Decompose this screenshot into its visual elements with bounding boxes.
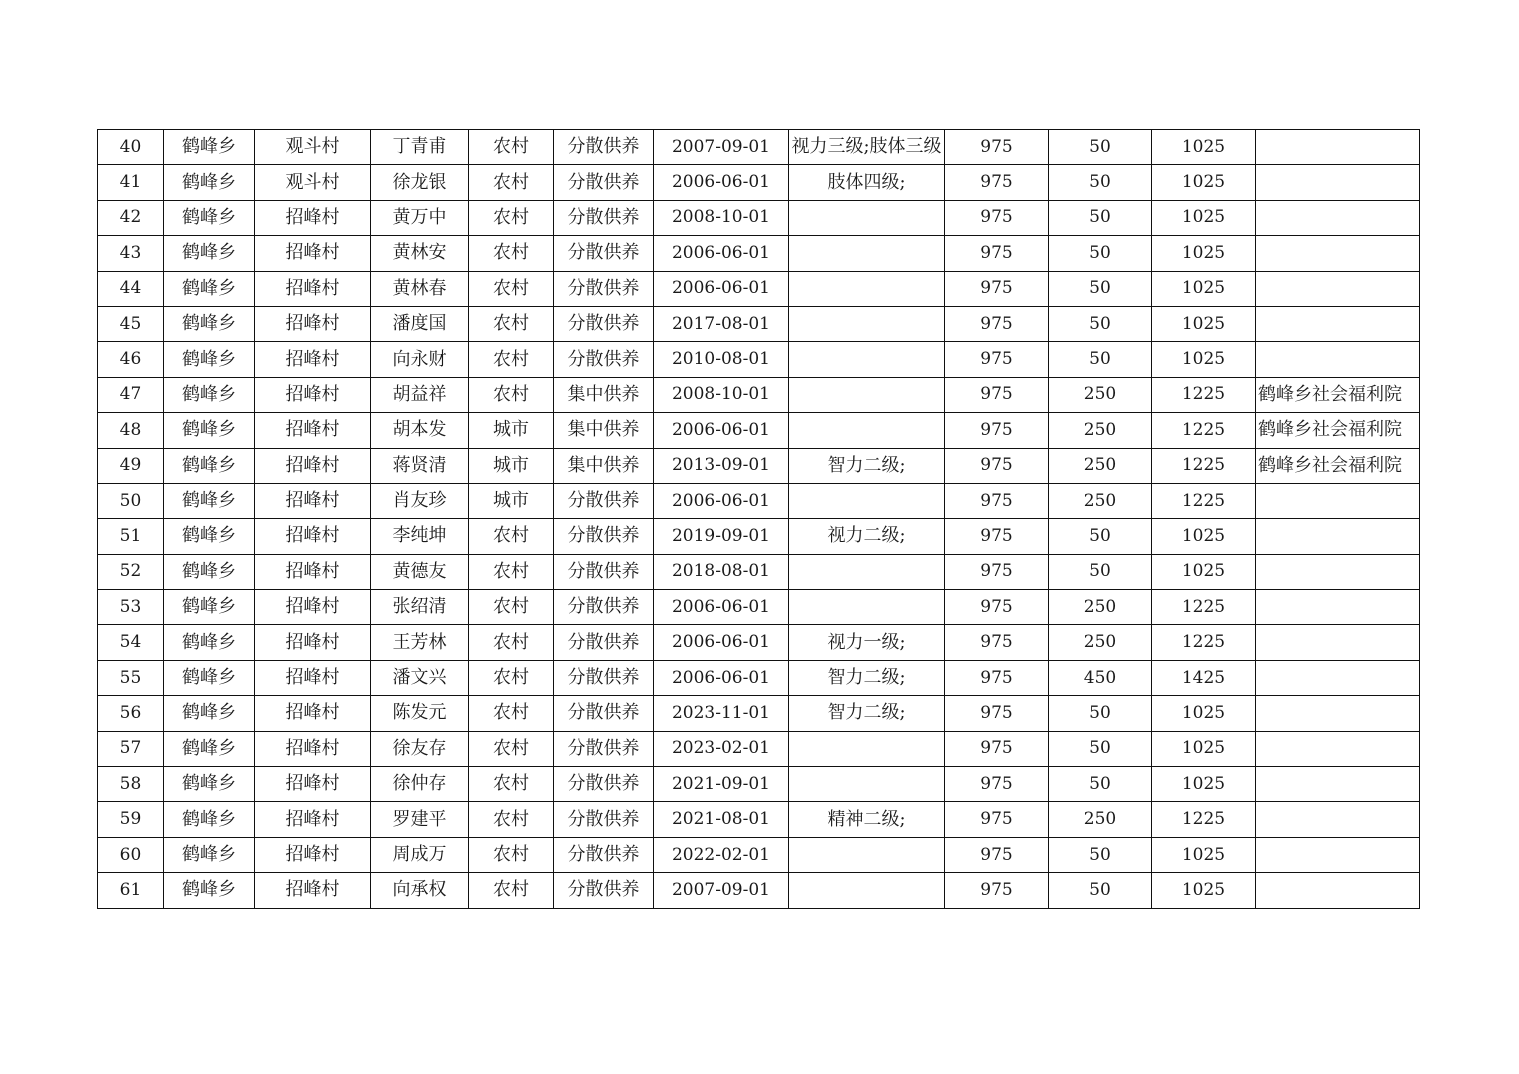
household-type-cell: 农村 xyxy=(469,306,554,341)
household-type-cell: 农村 xyxy=(469,236,554,271)
table-row xyxy=(98,554,1420,589)
name-cell: 向永财 xyxy=(371,342,469,377)
basic-amount-cell: 975 xyxy=(945,165,1049,200)
household-type-cell: 城市 xyxy=(469,413,554,448)
name-cell: 徐友存 xyxy=(371,731,469,766)
basic-amount-cell: 975 xyxy=(945,448,1049,483)
township-cell: 鹤峰乡 xyxy=(164,342,255,377)
basic-amount-cell: 975 xyxy=(945,554,1049,589)
institution-cell xyxy=(1256,660,1420,695)
basic-amount-cell: 975 xyxy=(945,696,1049,731)
village-cell: 招峰村 xyxy=(255,590,371,625)
support-type-cell: 分散供养 xyxy=(554,342,654,377)
household-type-cell: 农村 xyxy=(469,660,554,695)
start-date-cell: 2022-02-01 xyxy=(654,837,789,872)
household-type-cell: 城市 xyxy=(469,483,554,518)
basic-amount-cell: 975 xyxy=(945,130,1049,165)
serial-number-cell: 57 xyxy=(98,731,164,766)
township-cell: 鹤峰乡 xyxy=(164,448,255,483)
village-cell: 招峰村 xyxy=(255,236,371,271)
township-cell: 鹤峰乡 xyxy=(164,554,255,589)
total-amount-cell: 1025 xyxy=(1152,236,1256,271)
township-cell: 鹤峰乡 xyxy=(164,625,255,660)
support-type-cell: 集中供养 xyxy=(554,377,654,412)
household-type-cell: 农村 xyxy=(469,200,554,235)
household-type-cell: 农村 xyxy=(469,271,554,306)
support-type-cell: 分散供养 xyxy=(554,236,654,271)
disability-cell xyxy=(789,271,945,306)
institution-cell xyxy=(1256,519,1420,554)
township-cell: 鹤峰乡 xyxy=(164,483,255,518)
support-type-cell: 分散供养 xyxy=(554,837,654,872)
subsidy-amount-cell: 50 xyxy=(1049,554,1152,589)
start-date-cell: 2010-08-01 xyxy=(654,342,789,377)
disability-cell: 视力二级; xyxy=(789,519,945,554)
name-cell: 黄林安 xyxy=(371,236,469,271)
serial-number-cell: 47 xyxy=(98,377,164,412)
subsidy-amount-cell: 250 xyxy=(1049,413,1152,448)
name-cell: 张绍清 xyxy=(371,590,469,625)
household-type-cell: 城市 xyxy=(469,448,554,483)
household-type-cell: 农村 xyxy=(469,731,554,766)
basic-amount-cell: 975 xyxy=(945,200,1049,235)
disability-cell xyxy=(789,767,945,802)
serial-number-cell: 43 xyxy=(98,236,164,271)
institution-cell xyxy=(1256,590,1420,625)
start-date-cell: 2006-06-01 xyxy=(654,413,789,448)
support-type-cell: 分散供养 xyxy=(554,802,654,837)
table-row xyxy=(98,873,1420,908)
household-type-cell: 农村 xyxy=(469,625,554,660)
table-row xyxy=(98,413,1420,448)
disability-cell xyxy=(789,873,945,908)
township-cell: 鹤峰乡 xyxy=(164,200,255,235)
name-cell: 胡益祥 xyxy=(371,377,469,412)
serial-number-cell: 60 xyxy=(98,837,164,872)
township-cell: 鹤峰乡 xyxy=(164,377,255,412)
table-body xyxy=(98,130,1420,909)
household-type-cell: 农村 xyxy=(469,590,554,625)
serial-number-cell: 46 xyxy=(98,342,164,377)
institution-cell xyxy=(1256,271,1420,306)
serial-number-cell: 42 xyxy=(98,200,164,235)
total-amount-cell: 1225 xyxy=(1152,413,1256,448)
name-cell: 陈发元 xyxy=(371,696,469,731)
support-type-cell: 分散供养 xyxy=(554,660,654,695)
name-cell: 蒋贤清 xyxy=(371,448,469,483)
data-table xyxy=(97,129,1420,909)
support-type-cell: 分散供养 xyxy=(554,483,654,518)
village-cell: 招峰村 xyxy=(255,802,371,837)
disability-cell xyxy=(789,731,945,766)
village-cell: 招峰村 xyxy=(255,873,371,908)
table-row xyxy=(98,696,1420,731)
subsidy-amount-cell: 250 xyxy=(1049,377,1152,412)
disability-cell xyxy=(789,554,945,589)
township-cell: 鹤峰乡 xyxy=(164,130,255,165)
subsidy-amount-cell: 50 xyxy=(1049,165,1152,200)
subsidy-amount-cell: 50 xyxy=(1049,236,1152,271)
start-date-cell: 2013-09-01 xyxy=(654,448,789,483)
disability-cell xyxy=(789,377,945,412)
support-type-cell: 分散供养 xyxy=(554,625,654,660)
village-cell: 招峰村 xyxy=(255,660,371,695)
village-cell: 招峰村 xyxy=(255,377,371,412)
start-date-cell: 2023-02-01 xyxy=(654,731,789,766)
institution-cell xyxy=(1256,483,1420,518)
disability-cell xyxy=(789,200,945,235)
disability-cell xyxy=(789,590,945,625)
subsidy-amount-cell: 50 xyxy=(1049,342,1152,377)
institution-cell: 鹤峰乡社会福利院 xyxy=(1256,413,1420,448)
basic-amount-cell: 975 xyxy=(945,271,1049,306)
disability-cell: 视力三级;肢体三级 xyxy=(789,130,945,165)
township-cell: 鹤峰乡 xyxy=(164,873,255,908)
total-amount-cell: 1225 xyxy=(1152,802,1256,837)
start-date-cell: 2006-06-01 xyxy=(654,660,789,695)
village-cell: 观斗村 xyxy=(255,165,371,200)
serial-number-cell: 41 xyxy=(98,165,164,200)
total-amount-cell: 1225 xyxy=(1152,590,1256,625)
township-cell: 鹤峰乡 xyxy=(164,590,255,625)
subsidy-amount-cell: 50 xyxy=(1049,696,1152,731)
subsidy-amount-cell: 50 xyxy=(1049,271,1152,306)
basic-amount-cell: 975 xyxy=(945,767,1049,802)
household-type-cell: 农村 xyxy=(469,696,554,731)
basic-amount-cell: 975 xyxy=(945,342,1049,377)
support-type-cell: 分散供养 xyxy=(554,165,654,200)
village-cell: 招峰村 xyxy=(255,306,371,341)
basic-amount-cell: 975 xyxy=(945,837,1049,872)
total-amount-cell: 1025 xyxy=(1152,873,1256,908)
household-type-cell: 农村 xyxy=(469,554,554,589)
total-amount-cell: 1225 xyxy=(1152,625,1256,660)
household-type-cell: 农村 xyxy=(469,767,554,802)
table-row xyxy=(98,660,1420,695)
disability-cell: 视力一级; xyxy=(789,625,945,660)
village-cell: 招峰村 xyxy=(255,342,371,377)
support-type-cell: 分散供养 xyxy=(554,130,654,165)
support-type-cell: 分散供养 xyxy=(554,554,654,589)
table-row xyxy=(98,802,1420,837)
institution-cell xyxy=(1256,554,1420,589)
basic-amount-cell: 975 xyxy=(945,660,1049,695)
village-cell: 招峰村 xyxy=(255,483,371,518)
support-type-cell: 分散供养 xyxy=(554,873,654,908)
township-cell: 鹤峰乡 xyxy=(164,413,255,448)
serial-number-cell: 52 xyxy=(98,554,164,589)
institution-cell xyxy=(1256,200,1420,235)
village-cell: 招峰村 xyxy=(255,271,371,306)
subsidy-amount-cell: 50 xyxy=(1049,200,1152,235)
institution-cell xyxy=(1256,130,1420,165)
total-amount-cell: 1025 xyxy=(1152,519,1256,554)
township-cell: 鹤峰乡 xyxy=(164,165,255,200)
institution-cell xyxy=(1256,696,1420,731)
name-cell: 徐仲存 xyxy=(371,767,469,802)
household-type-cell: 农村 xyxy=(469,873,554,908)
serial-number-cell: 44 xyxy=(98,271,164,306)
household-type-cell: 农村 xyxy=(469,130,554,165)
disability-cell: 肢体四级; xyxy=(789,165,945,200)
name-cell: 向承权 xyxy=(371,873,469,908)
institution-cell xyxy=(1256,873,1420,908)
village-cell: 招峰村 xyxy=(255,448,371,483)
disability-cell: 智力二级; xyxy=(789,660,945,695)
basic-amount-cell: 975 xyxy=(945,802,1049,837)
institution-cell xyxy=(1256,767,1420,802)
total-amount-cell: 1025 xyxy=(1152,271,1256,306)
start-date-cell: 2008-10-01 xyxy=(654,200,789,235)
institution-cell xyxy=(1256,802,1420,837)
basic-amount-cell: 975 xyxy=(945,590,1049,625)
start-date-cell: 2006-06-01 xyxy=(654,271,789,306)
name-cell: 黄万中 xyxy=(371,200,469,235)
subsidy-amount-cell: 450 xyxy=(1049,660,1152,695)
township-cell: 鹤峰乡 xyxy=(164,696,255,731)
institution-cell: 鹤峰乡社会福利院 xyxy=(1256,377,1420,412)
start-date-cell: 2018-08-01 xyxy=(654,554,789,589)
total-amount-cell: 1025 xyxy=(1152,165,1256,200)
household-type-cell: 农村 xyxy=(469,837,554,872)
total-amount-cell: 1025 xyxy=(1152,130,1256,165)
name-cell: 徐龙银 xyxy=(371,165,469,200)
name-cell: 李纯坤 xyxy=(371,519,469,554)
subsidy-amount-cell: 50 xyxy=(1049,731,1152,766)
subsidy-amount-cell: 250 xyxy=(1049,625,1152,660)
disability-cell: 智力二级; xyxy=(789,696,945,731)
name-cell: 黄林春 xyxy=(371,271,469,306)
township-cell: 鹤峰乡 xyxy=(164,731,255,766)
support-type-cell: 分散供养 xyxy=(554,590,654,625)
support-type-cell: 分散供养 xyxy=(554,306,654,341)
start-date-cell: 2006-06-01 xyxy=(654,590,789,625)
township-cell: 鹤峰乡 xyxy=(164,660,255,695)
subsidy-amount-cell: 50 xyxy=(1049,767,1152,802)
serial-number-cell: 49 xyxy=(98,448,164,483)
serial-number-cell: 61 xyxy=(98,873,164,908)
subsidy-amount-cell: 250 xyxy=(1049,483,1152,518)
support-type-cell: 分散供养 xyxy=(554,271,654,306)
total-amount-cell: 1225 xyxy=(1152,483,1256,518)
serial-number-cell: 40 xyxy=(98,130,164,165)
name-cell: 胡本发 xyxy=(371,413,469,448)
serial-number-cell: 58 xyxy=(98,767,164,802)
village-cell: 招峰村 xyxy=(255,696,371,731)
table-row xyxy=(98,448,1420,483)
basic-amount-cell: 975 xyxy=(945,483,1049,518)
subsidy-amount-cell: 50 xyxy=(1049,519,1152,554)
basic-amount-cell: 975 xyxy=(945,873,1049,908)
institution-cell xyxy=(1256,731,1420,766)
basic-amount-cell: 975 xyxy=(945,519,1049,554)
disability-cell: 智力二级; xyxy=(789,448,945,483)
serial-number-cell: 48 xyxy=(98,413,164,448)
subsidy-amount-cell: 250 xyxy=(1049,590,1152,625)
support-type-cell: 分散供养 xyxy=(554,519,654,554)
institution-cell xyxy=(1256,306,1420,341)
support-type-cell: 分散供养 xyxy=(554,696,654,731)
total-amount-cell: 1025 xyxy=(1152,342,1256,377)
household-type-cell: 农村 xyxy=(469,342,554,377)
table-row xyxy=(98,483,1420,518)
table-row xyxy=(98,200,1420,235)
basic-amount-cell: 975 xyxy=(945,413,1049,448)
table-row xyxy=(98,130,1420,165)
name-cell: 潘度国 xyxy=(371,306,469,341)
basic-amount-cell: 975 xyxy=(945,731,1049,766)
township-cell: 鹤峰乡 xyxy=(164,271,255,306)
village-cell: 招峰村 xyxy=(255,837,371,872)
village-cell: 招峰村 xyxy=(255,625,371,660)
start-date-cell: 2006-06-01 xyxy=(654,483,789,518)
start-date-cell: 2008-10-01 xyxy=(654,377,789,412)
village-cell: 招峰村 xyxy=(255,731,371,766)
disability-cell xyxy=(789,837,945,872)
basic-amount-cell: 975 xyxy=(945,236,1049,271)
household-type-cell: 农村 xyxy=(469,802,554,837)
start-date-cell: 2021-09-01 xyxy=(654,767,789,802)
village-cell: 招峰村 xyxy=(255,519,371,554)
village-cell: 观斗村 xyxy=(255,130,371,165)
table-row xyxy=(98,342,1420,377)
total-amount-cell: 1025 xyxy=(1152,306,1256,341)
total-amount-cell: 1025 xyxy=(1152,767,1256,802)
start-date-cell: 2006-06-01 xyxy=(654,236,789,271)
institution-cell xyxy=(1256,837,1420,872)
name-cell: 潘文兴 xyxy=(371,660,469,695)
household-type-cell: 农村 xyxy=(469,165,554,200)
table-row xyxy=(98,590,1420,625)
township-cell: 鹤峰乡 xyxy=(164,767,255,802)
total-amount-cell: 1025 xyxy=(1152,554,1256,589)
name-cell: 王芳林 xyxy=(371,625,469,660)
table-row xyxy=(98,731,1420,766)
disability-cell xyxy=(789,483,945,518)
table-row xyxy=(98,837,1420,872)
name-cell: 黄德友 xyxy=(371,554,469,589)
table-row xyxy=(98,377,1420,412)
serial-number-cell: 51 xyxy=(98,519,164,554)
start-date-cell: 2017-08-01 xyxy=(654,306,789,341)
institution-cell xyxy=(1256,625,1420,660)
village-cell: 招峰村 xyxy=(255,554,371,589)
disability-cell xyxy=(789,306,945,341)
total-amount-cell: 1025 xyxy=(1152,731,1256,766)
institution-cell: 鹤峰乡社会福利院 xyxy=(1256,448,1420,483)
total-amount-cell: 1425 xyxy=(1152,660,1256,695)
start-date-cell: 2007-09-01 xyxy=(654,873,789,908)
name-cell: 周成万 xyxy=(371,837,469,872)
start-date-cell: 2006-06-01 xyxy=(654,625,789,660)
table-row xyxy=(98,767,1420,802)
disability-cell: 精神二级; xyxy=(789,802,945,837)
table-row xyxy=(98,519,1420,554)
township-cell: 鹤峰乡 xyxy=(164,519,255,554)
total-amount-cell: 1025 xyxy=(1152,837,1256,872)
basic-amount-cell: 975 xyxy=(945,377,1049,412)
basic-amount-cell: 975 xyxy=(945,625,1049,660)
serial-number-cell: 59 xyxy=(98,802,164,837)
table-row xyxy=(98,625,1420,660)
disability-cell xyxy=(789,342,945,377)
serial-number-cell: 53 xyxy=(98,590,164,625)
total-amount-cell: 1225 xyxy=(1152,448,1256,483)
village-cell: 招峰村 xyxy=(255,767,371,802)
table-row xyxy=(98,306,1420,341)
subsidy-amount-cell: 250 xyxy=(1049,802,1152,837)
township-cell: 鹤峰乡 xyxy=(164,306,255,341)
serial-number-cell: 50 xyxy=(98,483,164,518)
name-cell: 罗建平 xyxy=(371,802,469,837)
serial-number-cell: 55 xyxy=(98,660,164,695)
village-cell: 招峰村 xyxy=(255,200,371,235)
household-type-cell: 农村 xyxy=(469,519,554,554)
support-type-cell: 集中供养 xyxy=(554,413,654,448)
subsidy-amount-cell: 50 xyxy=(1049,837,1152,872)
support-type-cell: 分散供养 xyxy=(554,731,654,766)
start-date-cell: 2019-09-01 xyxy=(654,519,789,554)
village-cell: 招峰村 xyxy=(255,413,371,448)
support-type-cell: 集中供养 xyxy=(554,448,654,483)
start-date-cell: 2007-09-01 xyxy=(654,130,789,165)
household-type-cell: 农村 xyxy=(469,377,554,412)
disability-cell xyxy=(789,413,945,448)
table-row xyxy=(98,271,1420,306)
subsidy-amount-cell: 250 xyxy=(1049,448,1152,483)
serial-number-cell: 45 xyxy=(98,306,164,341)
total-amount-cell: 1025 xyxy=(1152,200,1256,235)
name-cell: 肖友珍 xyxy=(371,483,469,518)
disability-cell xyxy=(789,236,945,271)
serial-number-cell: 56 xyxy=(98,696,164,731)
serial-number-cell: 54 xyxy=(98,625,164,660)
table-row xyxy=(98,236,1420,271)
institution-cell xyxy=(1256,342,1420,377)
start-date-cell: 2021-08-01 xyxy=(654,802,789,837)
subsidy-amount-cell: 50 xyxy=(1049,130,1152,165)
start-date-cell: 2006-06-01 xyxy=(654,165,789,200)
institution-cell xyxy=(1256,165,1420,200)
township-cell: 鹤峰乡 xyxy=(164,837,255,872)
support-type-cell: 分散供养 xyxy=(554,767,654,802)
total-amount-cell: 1225 xyxy=(1152,377,1256,412)
township-cell: 鹤峰乡 xyxy=(164,236,255,271)
subsidy-amount-cell: 50 xyxy=(1049,873,1152,908)
subsidy-amount-cell: 50 xyxy=(1049,306,1152,341)
table-row xyxy=(98,165,1420,200)
name-cell: 丁青甫 xyxy=(371,130,469,165)
start-date-cell: 2023-11-01 xyxy=(654,696,789,731)
township-cell: 鹤峰乡 xyxy=(164,802,255,837)
total-amount-cell: 1025 xyxy=(1152,696,1256,731)
institution-cell xyxy=(1256,236,1420,271)
basic-amount-cell: 975 xyxy=(945,306,1049,341)
support-type-cell: 分散供养 xyxy=(554,200,654,235)
